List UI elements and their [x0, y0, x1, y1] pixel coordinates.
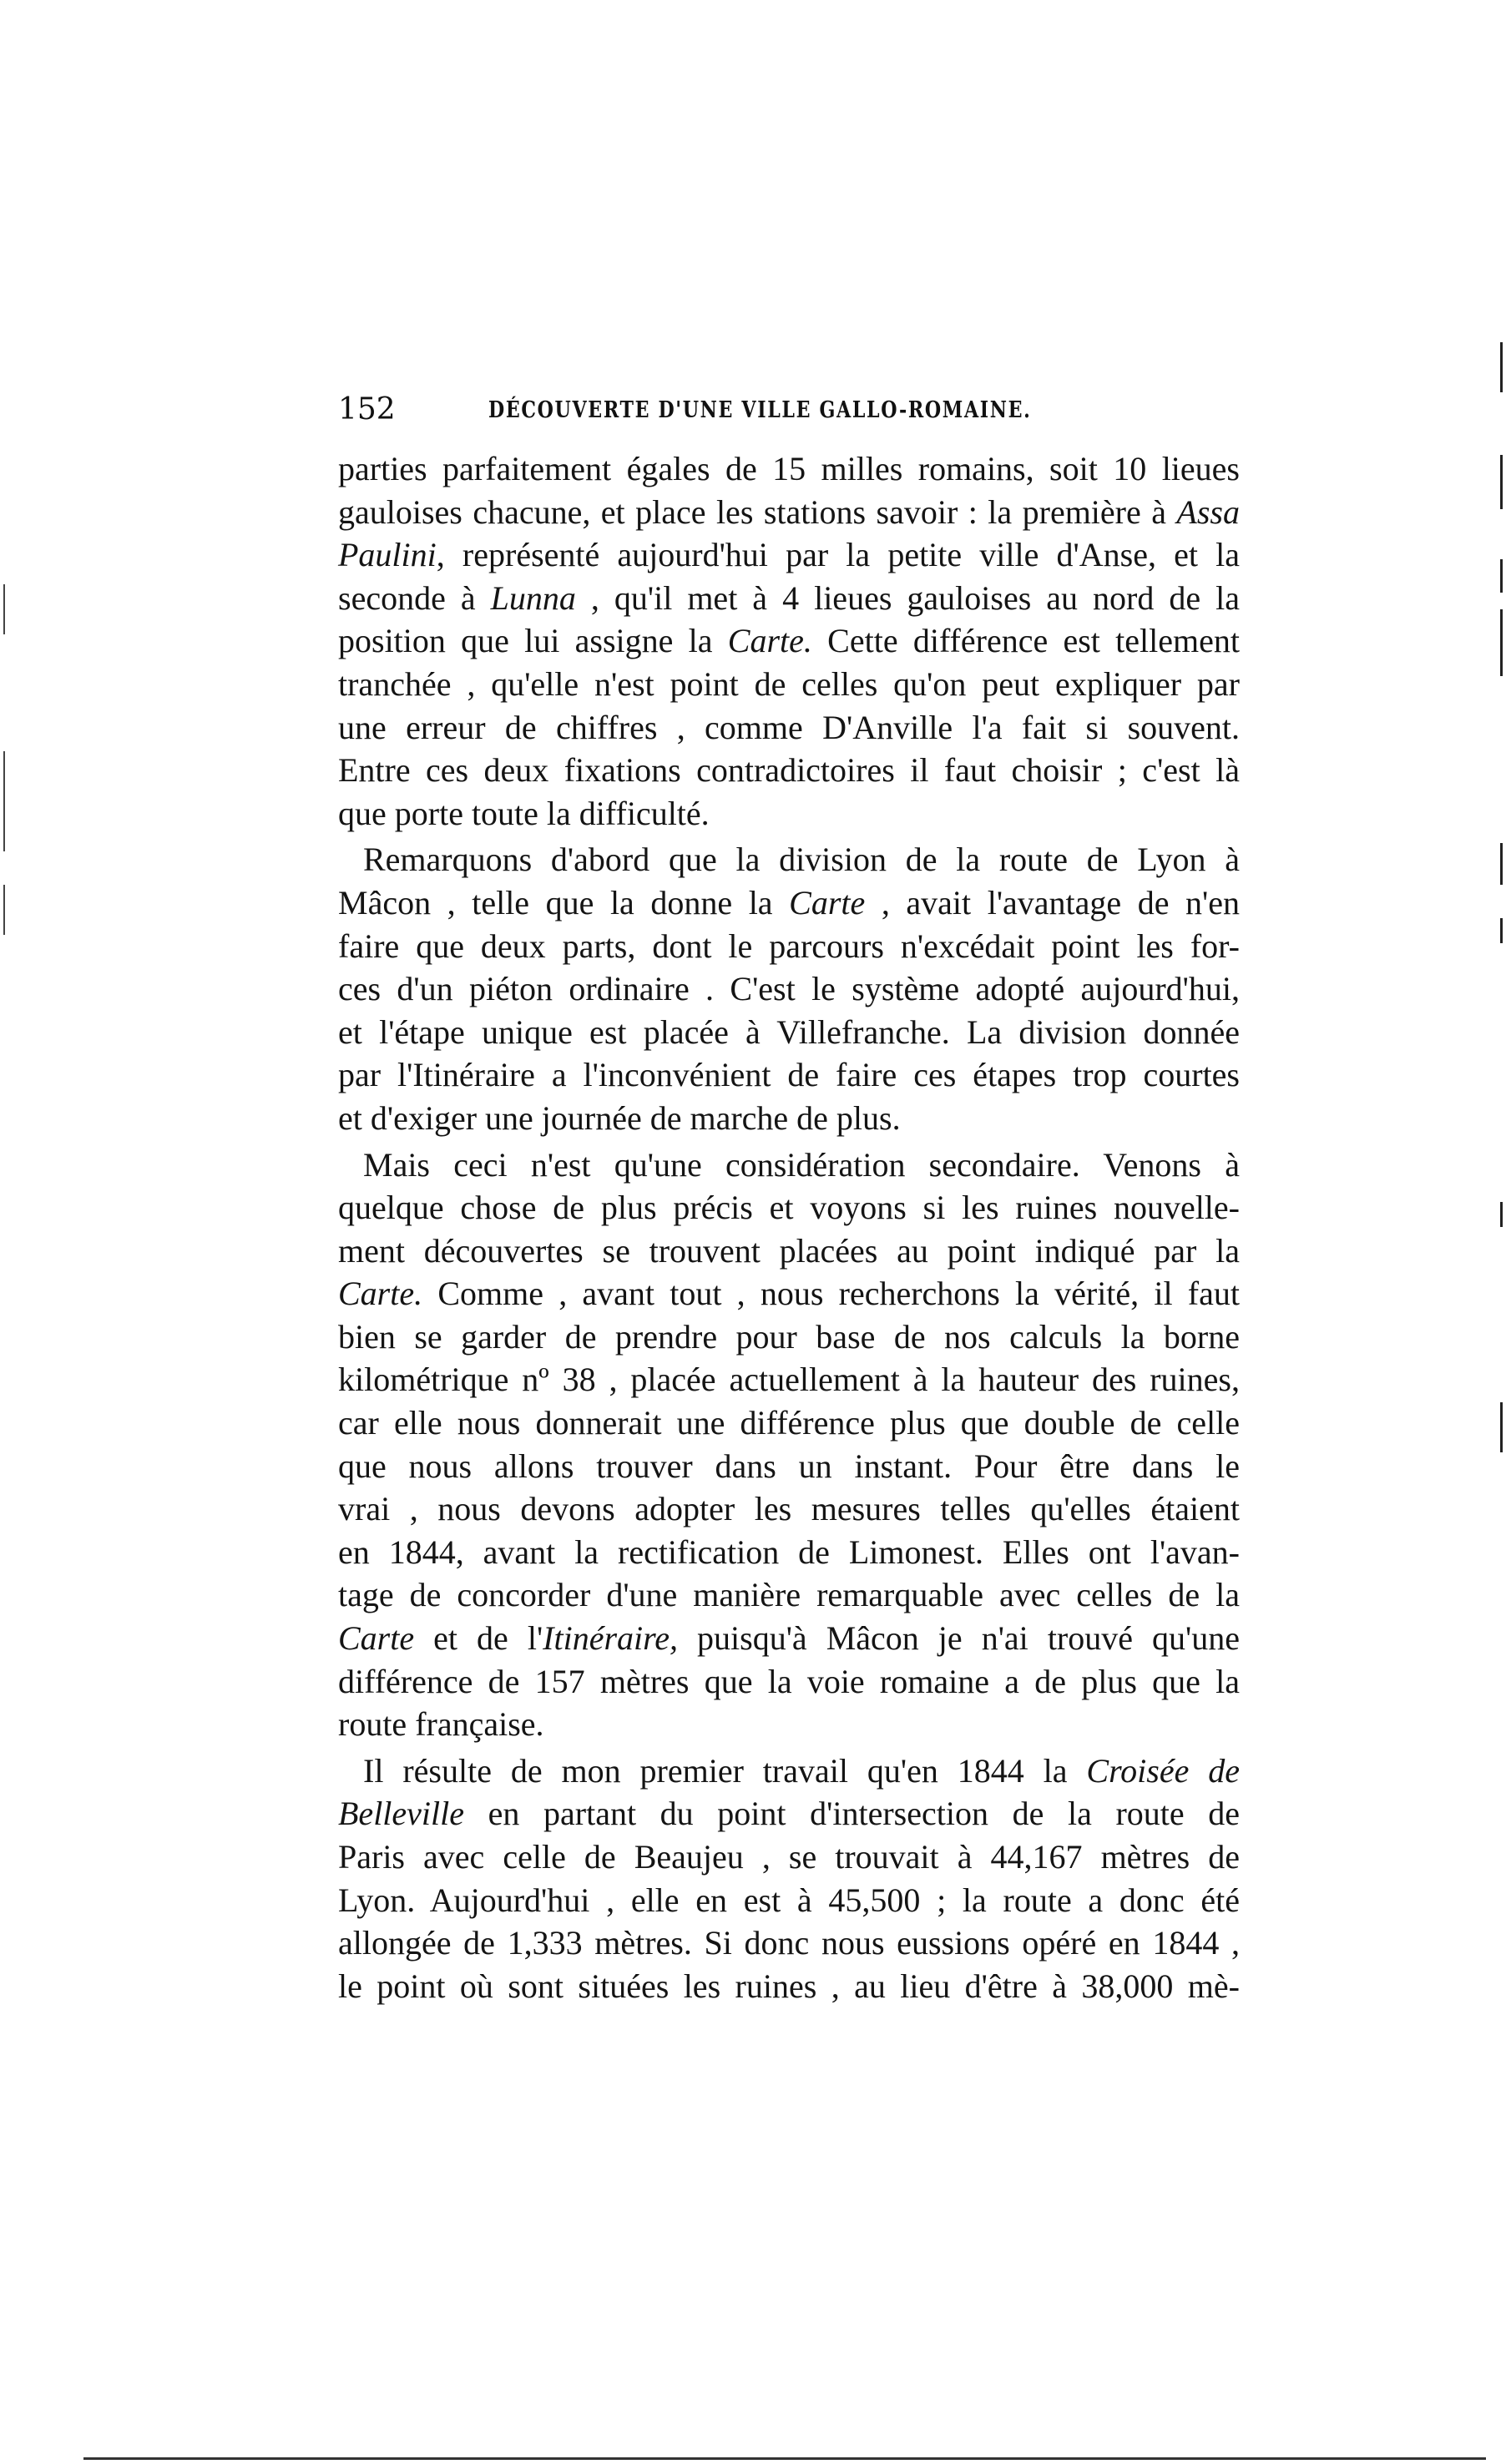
scan-edge-artifact — [1500, 918, 1503, 943]
text-segment: Paris avec celle de Beaujeu , se trouvait à 44,167 mètres de — [338, 1838, 1240, 1876]
text-segment: le point où sont situées les ruines , au lieu d'être à 38,000 mè- — [338, 1967, 1240, 2005]
text-line — [338, 1097, 1240, 1140]
text-segment: ces d'un piéton ordinaire . C'est le système adopté aujourd'hui, — [338, 970, 1240, 1008]
scan-edge-artifact — [1500, 455, 1503, 509]
page-number: 152 — [338, 392, 396, 427]
text-line — [338, 838, 1240, 881]
text-line — [338, 1272, 1240, 1315]
scan-edge-artifact — [1500, 1402, 1503, 1452]
italic-text: Itinéraire, — [543, 1619, 678, 1658]
text-segment: , avait l'avantage de n'en — [865, 883, 1240, 921]
text-line — [338, 1144, 1240, 1187]
scan-edge-artifact — [1500, 1202, 1503, 1227]
text-line — [338, 1617, 1240, 1660]
text-line — [338, 1792, 1240, 1835]
text-segment: kilométrique nº 38 , placée actuellement à la hauteur des ruines, — [338, 1361, 1240, 1399]
text-segment: gauloises chacune, et place les stations savoir : la première à — [338, 492, 1177, 531]
text-line — [338, 1965, 1240, 2008]
text-segment: Remarquons d'abord que la division de la route de Lyon à — [363, 841, 1240, 879]
text-line — [338, 1487, 1240, 1531]
text-segment: car elle nous donnerait une différence plus que double de celle — [338, 1404, 1240, 1442]
text-line — [338, 1445, 1240, 1488]
text-segment: que porte toute la difficulté. — [338, 794, 710, 832]
italic-text: Assa — [1176, 492, 1240, 531]
text-line — [338, 663, 1240, 706]
text-segment: tranchée , qu'elle n'est point de celles qu'on peut expliquer par — [338, 664, 1240, 703]
text-segment: Mais ceci n'est qu'une considération secondaire. Venons à — [363, 1145, 1240, 1184]
text-line — [338, 792, 1240, 836]
italic-text: Carte. — [338, 1275, 423, 1313]
text-line — [338, 1315, 1240, 1359]
text-line — [338, 1531, 1240, 1574]
text-segment: une erreur de chiffres , comme D'Anville l'a fait si souvent. — [338, 708, 1240, 746]
text-segment: quelque chose de plus précis et voyons si les ruines nouvelle- — [338, 1189, 1240, 1227]
text-line — [338, 1011, 1240, 1054]
text-line — [338, 881, 1240, 925]
text-segment: que nous allons trouver dans un instant. Pour être dans le — [338, 1447, 1240, 1485]
text-segment: par l'Itinéraire a l'inconvénient de faire ces étapes trop courtes — [338, 1056, 1240, 1094]
text-segment: , qu'il met à 4 lieues gauloises au nord de la — [575, 578, 1240, 617]
text-segment: puisqu'à Mâcon je n'ai trouvé qu'une — [678, 1619, 1240, 1658]
scan-edge-artifact — [3, 584, 5, 634]
text-segment: et d'exiger une journée de marche de plus. — [338, 1098, 901, 1137]
scan-edge-artifact — [1500, 609, 1503, 676]
text-segment: , représenté aujourd'hui par la petite ville d'Anse, et la — [436, 536, 1240, 574]
text-segment: Entre ces deux fixations contradictoires il faut choisir ; c'est là — [338, 751, 1240, 790]
text-segment: Cette différence est tellement — [811, 622, 1240, 660]
text-line — [338, 1921, 1240, 1965]
scan-edge-artifact — [3, 751, 5, 851]
text-segment: Il résulte de mon premier travail qu'en 1844 la — [363, 1751, 1087, 1790]
text-line — [338, 491, 1240, 534]
running-header — [338, 391, 1236, 429]
text-line — [338, 577, 1240, 620]
scan-edge-artifact — [1500, 342, 1503, 392]
text-line — [338, 749, 1240, 792]
text-line — [338, 1401, 1240, 1445]
text-line — [338, 1053, 1240, 1097]
text-segment: parties parfaitement égales de 15 milles romains, soit 10 lieues — [338, 450, 1240, 487]
italic-text: Croisée de — [1086, 1751, 1241, 1790]
text-segment: Lyon. Aujourd'hui , elle en est à 45,500 ; la route a donc été — [338, 1881, 1240, 1919]
text-line — [338, 1750, 1240, 1793]
scan-edge-artifact — [3, 885, 5, 935]
text-segment: en partant du point d'intersection de la route de — [464, 1795, 1240, 1833]
text-segment: Mâcon , telle que la donne la — [338, 883, 790, 921]
text-segment: position que lui assigne la — [338, 622, 728, 660]
scan-edge-artifact — [1500, 843, 1503, 885]
text-segment: différence de 157 mètres que la voie romaine a de plus que la — [338, 1662, 1240, 1700]
text-line — [338, 1835, 1240, 1879]
italic-text: Carte. — [727, 622, 812, 660]
italic-text: Paulini — [338, 536, 437, 574]
scan-bottom-edge — [83, 2457, 1486, 2460]
text-line — [338, 1358, 1240, 1401]
italic-text: Carte — [789, 883, 866, 921]
text-segment: allongée de 1,333 mètres. Si donc nous eussions opéré en 1844 , — [338, 1924, 1240, 1962]
body-text — [338, 447, 1240, 2007]
italic-text: Belleville — [338, 1795, 465, 1833]
text-segment: seconde à — [338, 578, 491, 617]
text-segment: tage de concorder d'une manière remarquable avec celles de la — [338, 1576, 1240, 1614]
text-line — [338, 1660, 1240, 1704]
text-line — [338, 1879, 1240, 1922]
text-segment: vrai , nous devons adopter les mesures telles qu'elles étaient — [338, 1490, 1240, 1528]
text-line — [338, 1703, 1240, 1746]
text-segment: en 1844, avant la rectification de Limonest. Elles ont l'avan- — [338, 1532, 1240, 1571]
text-line — [338, 1186, 1240, 1229]
text-segment: route française. — [338, 1705, 544, 1744]
running-title: DÉCOUVERTE D'UNE VILLE GALLO-ROMAINE. — [488, 397, 1032, 423]
text-line — [338, 967, 1240, 1011]
scan-edge-artifact — [1500, 559, 1503, 593]
text-segment: et de l' — [414, 1619, 543, 1658]
text-line — [338, 619, 1240, 663]
text-segment: Comme , avant tout , nous recherchons la vérité, il faut — [422, 1275, 1240, 1313]
text-line — [338, 533, 1240, 577]
italic-text: Carte — [338, 1619, 415, 1658]
italic-text: Lunna — [490, 578, 576, 617]
text-line — [338, 706, 1240, 750]
text-line — [338, 1229, 1240, 1273]
text-line — [338, 447, 1240, 491]
text-segment: faire que deux parts, dont le parcours n'excédait point les for- — [338, 927, 1240, 965]
text-segment: et l'étape unique est placée à Villefranche. La division donnée — [338, 1012, 1240, 1051]
text-line — [338, 1573, 1240, 1617]
text-line — [338, 925, 1240, 968]
text-segment: bien se garder de prendre pour base de nos calculs la borne — [338, 1317, 1240, 1356]
text-segment: ment découvertes se trouvent placées au point indiqué par la — [338, 1231, 1240, 1270]
